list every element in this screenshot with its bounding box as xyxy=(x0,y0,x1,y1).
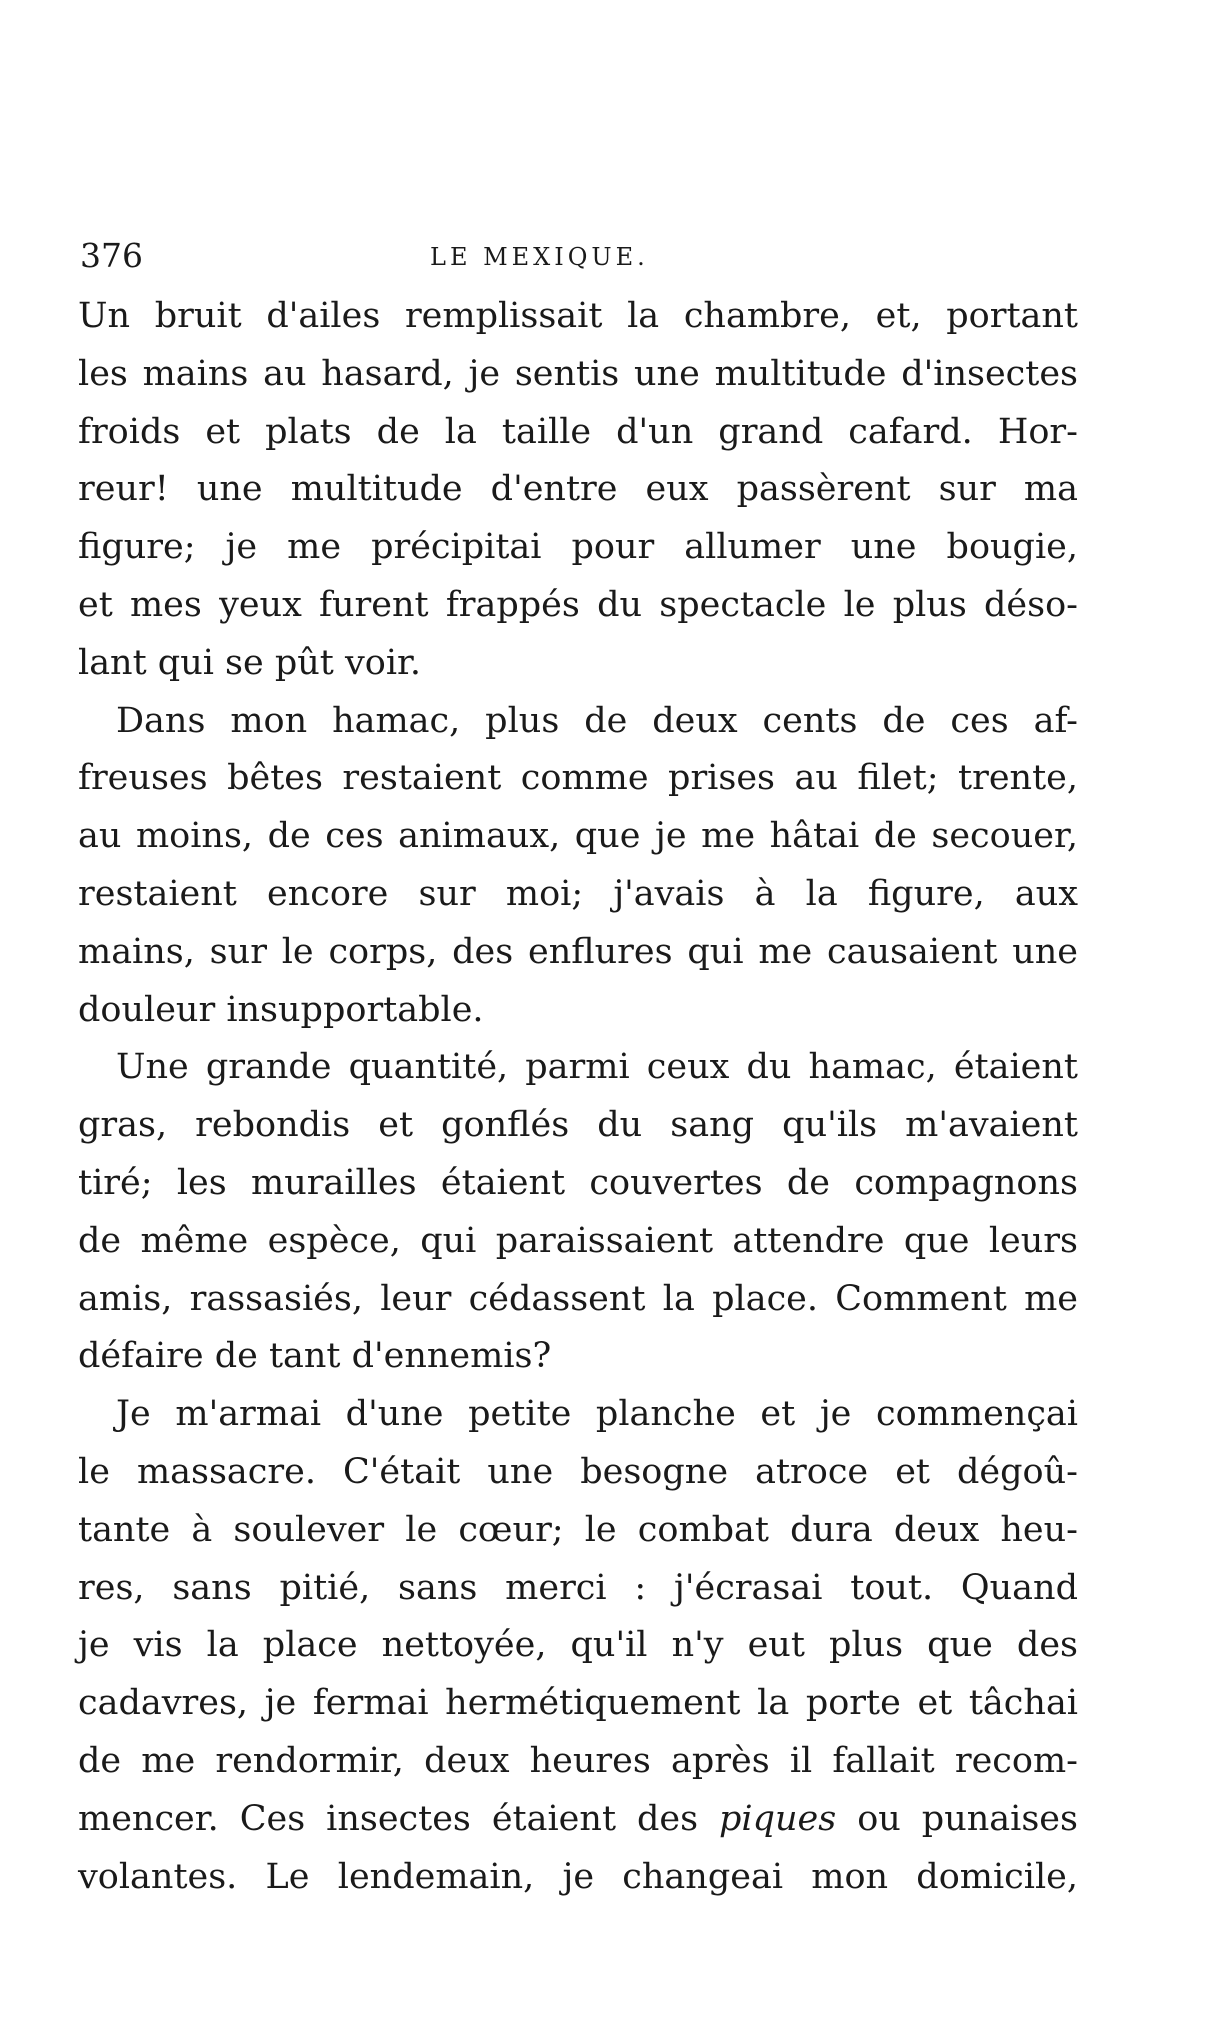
text-line: douleur insupportable. xyxy=(78,989,484,1030)
text-line: freuses bêtes restaient comme prises au filet; trente, xyxy=(78,758,1078,799)
text-line: froids et plats de la taille d'un grand cafard. Hor- xyxy=(78,411,1078,452)
page-number: 376 xyxy=(80,236,143,275)
text-segment: ou punaises xyxy=(857,1798,1078,1839)
text-line: gras, rebondis et gonflés du sang qu'ils m'avaient xyxy=(78,1105,1078,1146)
text-line: Une grande quantité, parmi ceux du hamac, étaient xyxy=(116,1047,1078,1088)
italic-word: piques xyxy=(719,1798,837,1839)
body-text xyxy=(78,288,1078,1906)
text-line: tante à soulever le cœur; le combat dura deux heu- xyxy=(78,1509,1078,1550)
text-line: Un bruit d'ailes remplissait la chambre, et, portant xyxy=(78,296,1078,336)
text-line: je vis la place nettoyée, qu'il n'y eut plus que des xyxy=(78,1625,1078,1666)
text-line: le massacre. C'était une besogne atroce et dégoû- xyxy=(78,1451,1078,1492)
text-line: cadavres, je fermai hermétiquement la porte et tâchai xyxy=(78,1683,1078,1724)
text-line: de même espèce, qui paraissaient attendre que leurs xyxy=(78,1220,1078,1261)
book-page xyxy=(78,228,1078,1906)
text-line: tiré; les murailles étaient couvertes de compagnons xyxy=(78,1162,1078,1203)
text-line: les mains au hasard, je sentis une multitude d'insectes xyxy=(78,353,1078,394)
text-line: Je m'armai d'une petite planche et je commençai xyxy=(116,1394,1078,1435)
text-line: amis, rassasiés, leur cédassent la place. Comment me xyxy=(78,1278,1078,1319)
running-head xyxy=(78,228,1078,288)
text-line: mains, sur le corps, des enflures qui me causaient une xyxy=(78,931,1078,972)
running-title: LE MEXIQUE. xyxy=(430,243,649,271)
paragraph-2 xyxy=(78,693,1078,1040)
paragraph-3 xyxy=(78,1039,1078,1386)
text-line: Dans mon hamac, plus de deux cents de ces af- xyxy=(116,700,1078,741)
text-line: res, sans pitié, sans merci : j'écrasai tout. Quand xyxy=(78,1567,1078,1608)
paragraph-1 xyxy=(78,288,1078,693)
text-line: défaire de tant d'ennemis? xyxy=(78,1336,552,1377)
text-line: au moins, de ces animaux, que je me hâtai de secouer, xyxy=(78,816,1078,857)
text-line: reur! une multitude d'entre eux passèrent sur ma xyxy=(78,469,1078,510)
paragraph-4 xyxy=(78,1386,1078,1906)
text-segment: mencer. Ces insectes étaient des xyxy=(78,1798,699,1839)
text-line: et mes yeux furent frappés du spectacle le plus déso- xyxy=(78,584,1078,625)
text-line-mixed xyxy=(78,1791,1078,1849)
text-line: restaient encore sur moi; j'avais à la figure, aux xyxy=(78,873,1078,914)
text-line: volantes. Le lendemain, je changeai mon domicile, xyxy=(78,1856,1078,1897)
text-line: de me rendormir, deux heures après il fallait recom- xyxy=(78,1740,1078,1781)
text-line: lant qui se pût voir. xyxy=(78,642,422,683)
text-line: figure; je me précipitai pour allumer une bougie, xyxy=(78,527,1078,568)
